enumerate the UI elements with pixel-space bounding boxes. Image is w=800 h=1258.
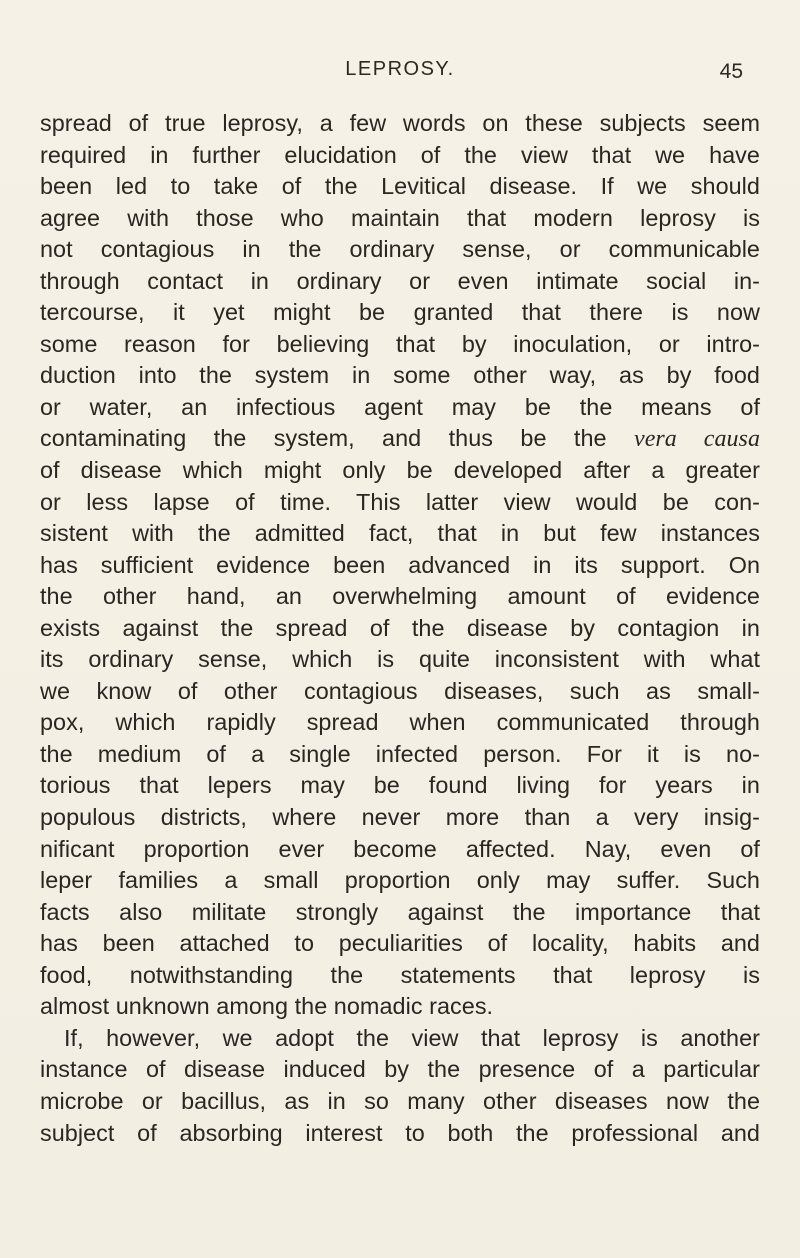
text-line: sistent with the admitted fact, that in but few instances	[40, 520, 760, 547]
text-line: populous districts, where never more than a very insig-	[40, 804, 760, 831]
text-line: been led to take of the Levitical disease. If we should	[40, 173, 760, 200]
text-line: or water, an infectious agent may be the means of	[40, 393, 760, 420]
text-line: the medium of a single infected person. For it is no-	[40, 740, 760, 767]
paragraph-first-line: If, however, we adopt the view that leprosy is another	[64, 1024, 760, 1051]
text-line: has been attached to peculiarities of locality, habits and	[40, 930, 760, 957]
text-line-with-italic	[40, 423, 760, 455]
text-line: torious that lepers may be found living for years in	[40, 772, 760, 799]
text-line: or less lapse of time. This latter view would be con-	[40, 488, 760, 515]
text-line: nificant proportion ever become affected. Nay, even of	[40, 835, 760, 862]
text-line: microbe or bacillus, as in so many other diseases now the	[40, 1087, 760, 1114]
text-line: some reason for believing that by inoculation, or intro-	[40, 330, 760, 357]
text-line: spread of true leprosy, a few words on these subjects seem	[40, 110, 760, 136]
text-line: the other hand, an overwhelming amount of evidence	[40, 583, 760, 610]
text-line: pox, which rapidly spread when communicated through	[40, 709, 760, 736]
text-line: facts also militate strongly against the importance that	[40, 898, 760, 925]
body-text	[40, 108, 760, 1149]
paragraph-last-line: almost unknown among the nomadic races.	[40, 993, 494, 1020]
text-line: duction into the system in some other way, as by food	[40, 362, 760, 389]
italic-phrase: vera causa	[634, 426, 760, 453]
text-line: through contact in ordinary or even intimate social in-	[40, 267, 760, 294]
text-line: leper families a small proportion only may suffer. Such	[40, 867, 760, 894]
line-text: contaminating the system, and thus be the	[40, 425, 607, 452]
running-title: LEPROSY.	[345, 58, 455, 80]
text-line: its ordinary sense, which is quite inconsistent with what	[40, 646, 760, 673]
text-line: exists against the spread of the disease by contagion in	[40, 614, 760, 641]
text-line: tercourse, it yet might be granted that there is now	[40, 299, 760, 326]
page-number: 45	[719, 60, 743, 83]
text-line: we know of other contagious diseases, such as small-	[40, 677, 760, 704]
text-line: subject of absorbing interest to both the professional and	[40, 1119, 760, 1146]
text-line: food, notwithstanding the statements that leprosy is	[40, 961, 760, 988]
text-line: has sufficient evidence been advanced in its support. On	[40, 551, 760, 578]
running-head	[40, 58, 760, 88]
text-line: required in further elucidation of the view that we have	[40, 141, 760, 168]
text-line: agree with those who maintain that modern leprosy is	[40, 204, 760, 231]
text-line: not contagious in the ordinary sense, or communicable	[40, 236, 760, 263]
text-line: of disease which might only be developed after a greater	[40, 457, 760, 484]
text-line: instance of disease induced by the presence of a particular	[40, 1056, 760, 1083]
